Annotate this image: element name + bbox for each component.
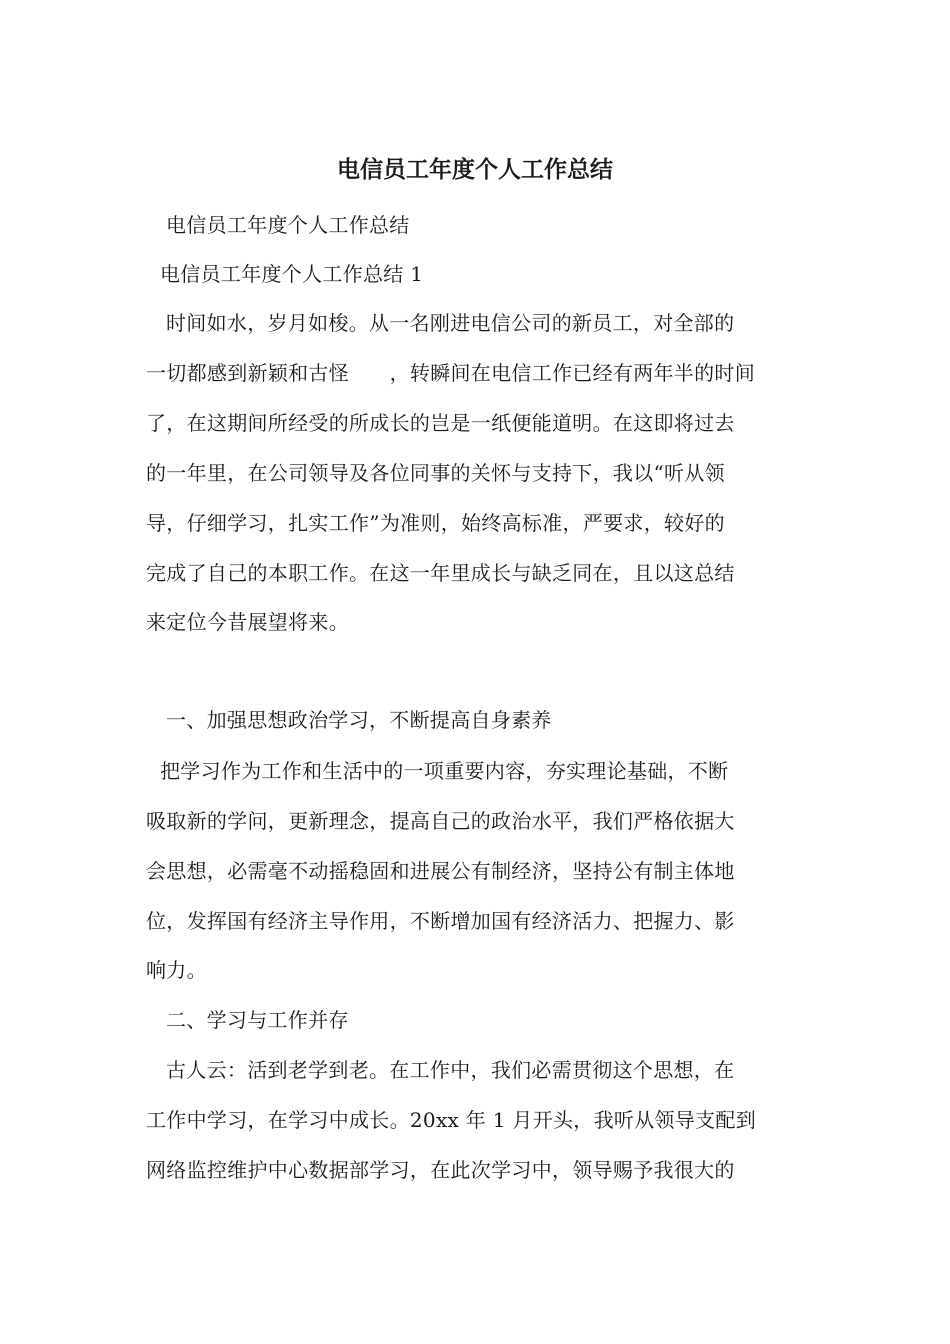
paragraph-1-line: 的一年里，在公司领导及各位同事的关怀与支持下，我以“听从领 — [146, 461, 725, 485]
paragraph-1-line: 一切都感到新颖和古怪 ，转瞬间在电信工作已经有两年半的时间 — [146, 361, 755, 385]
paragraph-1-line: 来定位今昔展望将来。 — [146, 610, 349, 634]
paragraph-3-line: 网络监控维护中心数据部学习，在此次学习中，领导赐予我很大的 — [146, 1158, 735, 1182]
document-title: 电信员工年度个人工作总结 — [337, 156, 613, 183]
paragraph-2-line: 位，发挥国有经济主导作用，不断增加国有经济活力、把握力、影 — [146, 909, 735, 933]
paragraph-1-line: 了，在这期间所经受的所成长的岂是一纸便能道明。在这即将过去 — [146, 411, 735, 435]
heading-1: 一、加强思想政治学习，不断提高自身素养 — [166, 708, 552, 732]
paragraph-1-line: 时间如水，岁月如梭。从一名刚进电信公司的新员工，对全部的 — [166, 311, 735, 335]
paragraph-3-line: 工作中学习，在学习中成长。20xx 年 1 月开头，我听从领导支配到 — [146, 1108, 757, 1132]
paragraph-2-line: 把学习作为工作和生活中的一项重要内容，夯实理论基础，不断 — [160, 759, 729, 783]
document-subtitle: 电信员工年度个人工作总结 — [166, 213, 410, 237]
heading-2: 二、学习与工作并存 — [166, 1008, 349, 1032]
paragraph-2-line: 吸取新的学问，更新理念，提高自己的政治水平，我们严格依据大 — [146, 809, 735, 833]
paragraph-3-line: 古人云：活到老学到老。在工作中，我们必需贯彻这个思想，在 — [166, 1058, 735, 1082]
paragraph-1-line: 导，仔细学习，扎实工作”为准则，始终高标准，严要求，较好的 — [146, 511, 725, 535]
paragraph-2-line: 响力。 — [146, 958, 207, 982]
paragraph-2-line: 会思想，必需毫不动摇稳固和进展公有制经济，坚持公有制主体地 — [146, 859, 735, 883]
paragraph-1-line: 完成了自己的本职工作。在这一年里成长与缺乏同在，且以这总结 — [146, 561, 735, 585]
section-title: 电信员工年度个人工作总结 1 — [160, 262, 424, 286]
